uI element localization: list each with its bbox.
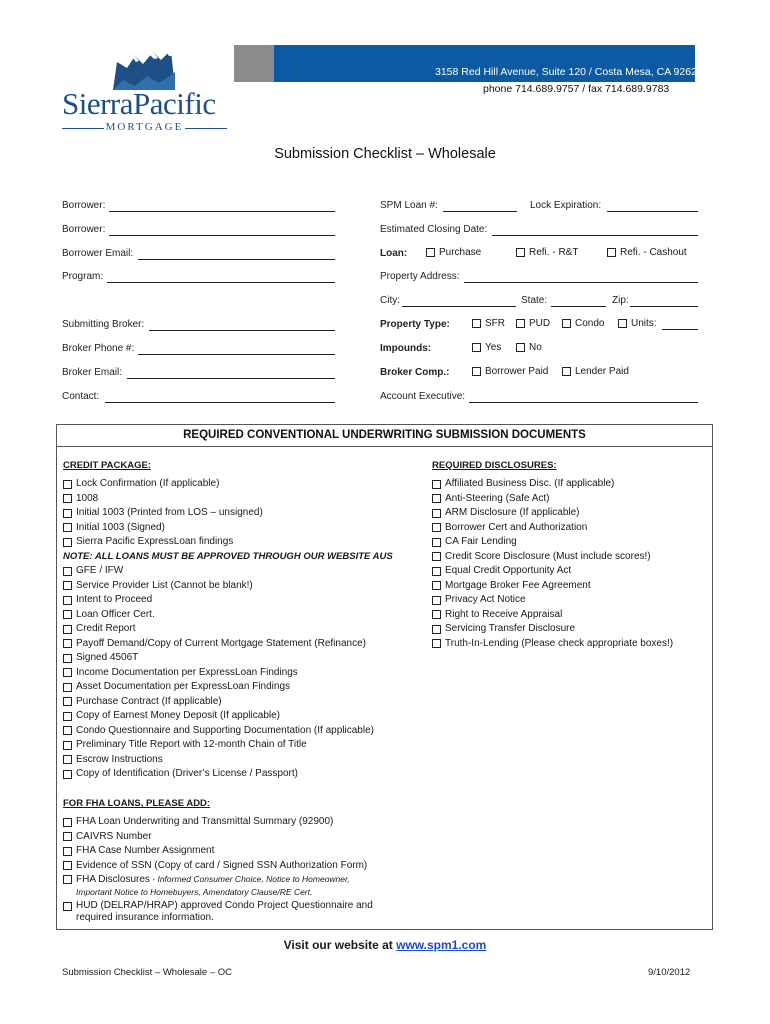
checklist-item[interactable] xyxy=(63,608,393,623)
checkbox[interactable] xyxy=(63,726,72,735)
loan-label: Loan: xyxy=(380,248,408,259)
checklist-item[interactable] xyxy=(63,593,393,608)
checkbox[interactable] xyxy=(63,654,72,663)
lock-expiration-field[interactable] xyxy=(607,211,698,212)
checkbox[interactable] xyxy=(63,668,72,677)
website-callout: Visit our website at www.spm1.com xyxy=(283,938,487,952)
checklist-item[interactable] xyxy=(63,753,393,768)
checkbox[interactable] xyxy=(63,832,72,841)
checklist-item-label: FHA Case Number Assignment xyxy=(76,845,215,856)
program-label: Program: xyxy=(62,271,104,282)
borrower-email-label: Borrower Email: xyxy=(62,248,134,259)
checklist-item-label: Copy of Earnest Money Deposit (If applicable) xyxy=(76,710,280,721)
checklist-item[interactable] xyxy=(63,724,393,739)
loan-refi-rt-option[interactable]: Refi. - R&T xyxy=(516,247,578,258)
lender-paid-checkbox[interactable] xyxy=(562,367,571,376)
checklist-item[interactable] xyxy=(432,477,673,492)
checklist-item-label: Service Provider List (Cannot be blank!) xyxy=(76,579,253,591)
checklist-item[interactable] xyxy=(63,492,393,507)
state-label: State: xyxy=(521,295,548,306)
checkbox[interactable] xyxy=(432,509,441,518)
broker-phone-label: Broker Phone #: xyxy=(62,343,135,354)
contact-field[interactable] xyxy=(105,402,335,403)
impounds-no-checkbox[interactable] xyxy=(516,343,525,352)
loan-refi-cashout-option[interactable]: Refi. - Cashout xyxy=(607,247,687,258)
checkbox[interactable] xyxy=(432,494,441,503)
page-title: Submission Checklist – Wholesale xyxy=(274,146,496,162)
checklist-item[interactable] xyxy=(63,830,373,845)
impounds-yes-checkbox[interactable] xyxy=(472,343,481,352)
checklist-item-label: Copy of Identification (Driver’s License / Passport) xyxy=(76,768,298,779)
checkbox[interactable] xyxy=(63,741,72,750)
required-disclosures-list xyxy=(432,477,673,651)
checklist-item-label: Truth-In-Lending (Please check appropriate boxes!) xyxy=(445,637,674,649)
checklist-item-label: Equal Credit Opportunity Act xyxy=(445,565,572,576)
checkbox[interactable] xyxy=(432,523,441,532)
lock-expiration-label: Lock Expiration: xyxy=(530,200,602,211)
checklist-item[interactable] xyxy=(63,859,373,874)
checklist-item[interactable] xyxy=(63,844,373,859)
checklist-item-label: CAIVRS Number xyxy=(76,830,152,842)
spm-loan-label: SPM Loan #: xyxy=(380,200,438,211)
borrower-2-label: Borrower: xyxy=(62,224,106,235)
state-field[interactable] xyxy=(551,306,606,307)
checklist-item[interactable] xyxy=(63,709,393,724)
checklist-item-label: Right to Receive Appraisal xyxy=(445,608,563,620)
checkbox[interactable] xyxy=(63,697,72,706)
checklist-item-label: Purchase Contract (If applicable) xyxy=(76,695,222,707)
broker-phone-field[interactable] xyxy=(138,354,335,355)
checkbox[interactable] xyxy=(432,552,441,561)
checklist-item-label: Signed 4506T xyxy=(76,652,139,663)
checklist-item-label: 1008 xyxy=(76,492,99,504)
checkbox[interactable] xyxy=(63,610,72,619)
account-executive-label: Account Executive: xyxy=(380,391,466,402)
account-executive-field[interactable] xyxy=(469,402,698,403)
checklist-item[interactable] xyxy=(63,506,393,521)
checkbox[interactable] xyxy=(63,712,72,721)
checklist-item-label: Intent to Proceed xyxy=(76,594,153,605)
property-type-units-option[interactable]: Units: xyxy=(618,318,657,329)
checklist-item[interactable] xyxy=(63,564,393,579)
program-field[interactable] xyxy=(107,282,335,283)
checklist-item-label: Evidence of SSN (Copy of card / Signed SSN Authorization Form) xyxy=(76,859,368,871)
checkbox[interactable] xyxy=(63,847,72,856)
property-address-label: Property Address: xyxy=(380,271,460,282)
checklist-item-label: Credit Report xyxy=(76,623,136,634)
pud-checkbox[interactable] xyxy=(516,319,525,328)
checklist-item[interactable] xyxy=(63,622,393,637)
checklist-item-label: Servicing Transfer Disclosure xyxy=(445,623,576,634)
checklist-item-label: Affiliated Business Disc. (If applicable) xyxy=(445,478,615,489)
contact-label: Contact: xyxy=(62,391,100,402)
checklist-item-label: Condo Questionnaire and Supporting Documentation (If applicable) xyxy=(76,724,374,736)
website-link[interactable]: www.spm1.com xyxy=(396,938,487,952)
borrower-1-label: Borrower: xyxy=(62,200,106,211)
checkbox[interactable] xyxy=(432,480,441,489)
checklist-item-label: Income Documentation per ExpressLoan Findings xyxy=(76,666,298,678)
checklist-item-label: Escrow Instructions xyxy=(76,753,163,765)
checklist-item[interactable] xyxy=(432,637,673,652)
checklist-item[interactable] xyxy=(432,564,673,579)
checklist-item[interactable] xyxy=(63,695,393,710)
company-address: 3158 Red Hill Avenue, Suite 120 / Costa Mesa, CA 92626 xyxy=(435,66,703,78)
checkbox[interactable] xyxy=(63,567,72,576)
checkbox[interactable] xyxy=(432,567,441,576)
checklist-item[interactable] xyxy=(63,579,393,594)
impounds-no-option[interactable]: No xyxy=(516,342,542,353)
company-phone-fax: phone 714.689.9757 / fax 714.689.9783 xyxy=(483,83,670,95)
loan-purchase-option[interactable]: Purchase xyxy=(426,247,481,258)
property-type-sfr-option[interactable]: SFR xyxy=(472,318,505,329)
checkbox[interactable] xyxy=(63,523,72,532)
checklist-item-label: Credit Score Disclosure (Must include scores!) xyxy=(445,550,651,562)
checklist-item-label: GFE / IFW xyxy=(76,565,124,576)
broker-email-field[interactable] xyxy=(127,378,335,379)
borrower-email-field[interactable] xyxy=(138,259,335,260)
checklist-item[interactable] xyxy=(63,637,393,652)
fha-list xyxy=(63,815,373,924)
checklist-item-label: Preliminary Title Report with 12-month Chain of Title xyxy=(76,739,307,750)
checkbox[interactable] xyxy=(63,902,72,911)
mountain-logo-icon xyxy=(113,50,175,90)
checklist-item[interactable] xyxy=(432,608,673,623)
sfr-checkbox[interactable] xyxy=(472,319,481,328)
checklist-item-label: Anti-Steering (Safe Act) xyxy=(445,492,550,504)
checkbox[interactable] xyxy=(63,581,72,590)
checkbox[interactable] xyxy=(63,509,72,518)
checklist-item-label: Sierra Pacific ExpressLoan findings xyxy=(76,536,234,547)
checkbox[interactable] xyxy=(432,596,441,605)
checklist-item[interactable] xyxy=(432,550,673,565)
checklist-item[interactable] xyxy=(63,738,393,753)
borrower-1-field[interactable] xyxy=(109,211,335,212)
property-address-field[interactable] xyxy=(464,282,698,283)
checklist-item-label: FHA Loan Underwriting and Transmittal Summary (92900) xyxy=(76,816,334,827)
checklist-item[interactable] xyxy=(432,535,673,550)
company-logo-text: SierraPacific xyxy=(62,86,216,121)
submitting-broker-label: Submitting Broker: xyxy=(62,319,145,330)
checklist-item[interactable] xyxy=(63,477,393,492)
condo-checkbox[interactable] xyxy=(562,319,571,328)
checklist-item[interactable] xyxy=(432,579,673,594)
units-checkbox[interactable] xyxy=(618,319,627,328)
checkbox[interactable] xyxy=(432,581,441,590)
checklist-item-label: Initial 1003 (Signed) xyxy=(76,521,165,533)
submitting-broker-field[interactable] xyxy=(149,330,335,331)
property-type-condo-option[interactable]: Condo xyxy=(562,318,604,329)
spm-loan-field[interactable] xyxy=(443,211,517,212)
checklist-item-label: Asset Documentation per ExpressLoan Findings xyxy=(76,681,291,692)
checklist-item-label: Initial 1003 (Printed from LOS – unsigned) xyxy=(76,507,263,518)
checklist-item-label: CA Fair Lending xyxy=(445,536,517,547)
footer-form-name: Submission Checklist – Wholesale – OC xyxy=(62,967,233,978)
checklist-item[interactable] xyxy=(432,622,673,637)
credit-package-list xyxy=(63,477,393,782)
checklist-item[interactable] xyxy=(432,521,673,536)
property-type-label: Property Type: xyxy=(380,319,450,330)
checklist-item[interactable] xyxy=(63,521,393,536)
checkbox[interactable] xyxy=(63,494,72,503)
borrower-paid-checkbox[interactable] xyxy=(472,367,481,376)
checklist-item-label: Lock Confirmation (If applicable) xyxy=(76,478,220,489)
hud-condo-item[interactable]: HUD (DELRAP/HRAP) approved Condo Project Questionnaire and required insurance information. xyxy=(63,900,373,924)
checkbox[interactable] xyxy=(432,625,441,634)
broker-comp-lender-paid-option[interactable]: Lender Paid xyxy=(562,366,629,377)
purchase-checkbox[interactable] xyxy=(426,248,435,257)
checklist-item-label: Payoff Demand/Copy of Current Mortgage Statement (Refinance) xyxy=(76,637,366,649)
checkbox[interactable] xyxy=(63,480,72,489)
checklist-item[interactable] xyxy=(432,593,673,608)
checklist-item[interactable] xyxy=(63,815,373,830)
company-logo-subtitle: MORTGAGE xyxy=(62,121,227,135)
property-type-pud-option[interactable]: PUD xyxy=(516,318,550,329)
broker-email-label: Broker Email: xyxy=(62,367,123,378)
refi-cashout-checkbox[interactable] xyxy=(607,248,616,257)
broker-comp-label: Broker Comp.: xyxy=(380,367,450,378)
checkbox[interactable] xyxy=(63,861,72,870)
checklist-item-label: Loan Officer Cert. xyxy=(76,608,155,620)
checklist-item[interactable] xyxy=(432,492,673,507)
checkbox[interactable] xyxy=(432,639,441,648)
checkbox[interactable] xyxy=(432,538,441,547)
checklist-item[interactable] xyxy=(63,680,393,695)
refi-rt-checkbox[interactable] xyxy=(516,248,525,257)
checkbox[interactable] xyxy=(63,596,72,605)
checklist-item-label: ARM Disclosure (If applicable) xyxy=(445,507,580,518)
aus-note: NOTE: ALL LOANS MUST BE APPROVED THROUGH OUR WEBSITE AUS xyxy=(63,550,393,562)
checklist-item[interactable] xyxy=(63,651,393,666)
checklist-item-label: Mortgage Broker Fee Agreement xyxy=(445,579,591,591)
closing-date-field[interactable] xyxy=(492,235,698,236)
fha-disclosures-item[interactable]: FHA Disclosures - Informed Consumer Choice, Notice to Homeowner, Important Notice to Homebuyers, Amendatory Clause/RE Cert. xyxy=(63,873,373,898)
checkbox[interactable] xyxy=(63,625,72,634)
checklist-item-label: Borrower Cert and Authorization xyxy=(445,521,588,533)
broker-comp-borrower-paid-option[interactable]: Borrower Paid xyxy=(472,366,548,377)
impounds-yes-option[interactable]: Yes xyxy=(472,342,501,353)
checklist-item[interactable] xyxy=(63,666,393,681)
checkbox[interactable] xyxy=(63,770,72,779)
zip-field[interactable] xyxy=(630,306,698,307)
header-grey-block xyxy=(234,45,274,82)
units-field[interactable] xyxy=(662,329,698,330)
checklist-item-label: Privacy Act Notice xyxy=(445,594,526,605)
borrower-2-field[interactable] xyxy=(109,235,335,236)
closing-date-label: Estimated Closing Date: xyxy=(380,224,488,235)
checklist-item[interactable] xyxy=(432,506,673,521)
zip-label: Zip: xyxy=(612,295,629,306)
checklist-item[interactable] xyxy=(63,767,393,782)
required-documents-title: REQUIRED CONVENTIONAL UNDERWRITING SUBMISSION DOCUMENTS xyxy=(183,429,586,441)
impounds-label: Impounds: xyxy=(380,343,432,354)
city-label: City: xyxy=(380,295,400,306)
checkbox[interactable] xyxy=(63,875,72,884)
city-field[interactable] xyxy=(402,306,516,307)
checkbox[interactable] xyxy=(63,683,72,692)
box-divider xyxy=(56,446,713,447)
footer-date: 9/10/2012 xyxy=(648,967,691,978)
checkbox[interactable] xyxy=(63,755,72,764)
checkbox[interactable] xyxy=(63,538,72,547)
fha-heading: FOR FHA LOANS, PLEASE ADD: xyxy=(63,798,211,809)
required-disclosures-heading: REQUIRED DISCLOSURES: xyxy=(432,460,557,471)
credit-package-heading: CREDIT PACKAGE: xyxy=(63,460,151,471)
checkbox[interactable] xyxy=(63,639,72,648)
checklist-item[interactable] xyxy=(63,535,393,550)
checkbox[interactable] xyxy=(63,818,72,827)
checkbox[interactable] xyxy=(432,610,441,619)
